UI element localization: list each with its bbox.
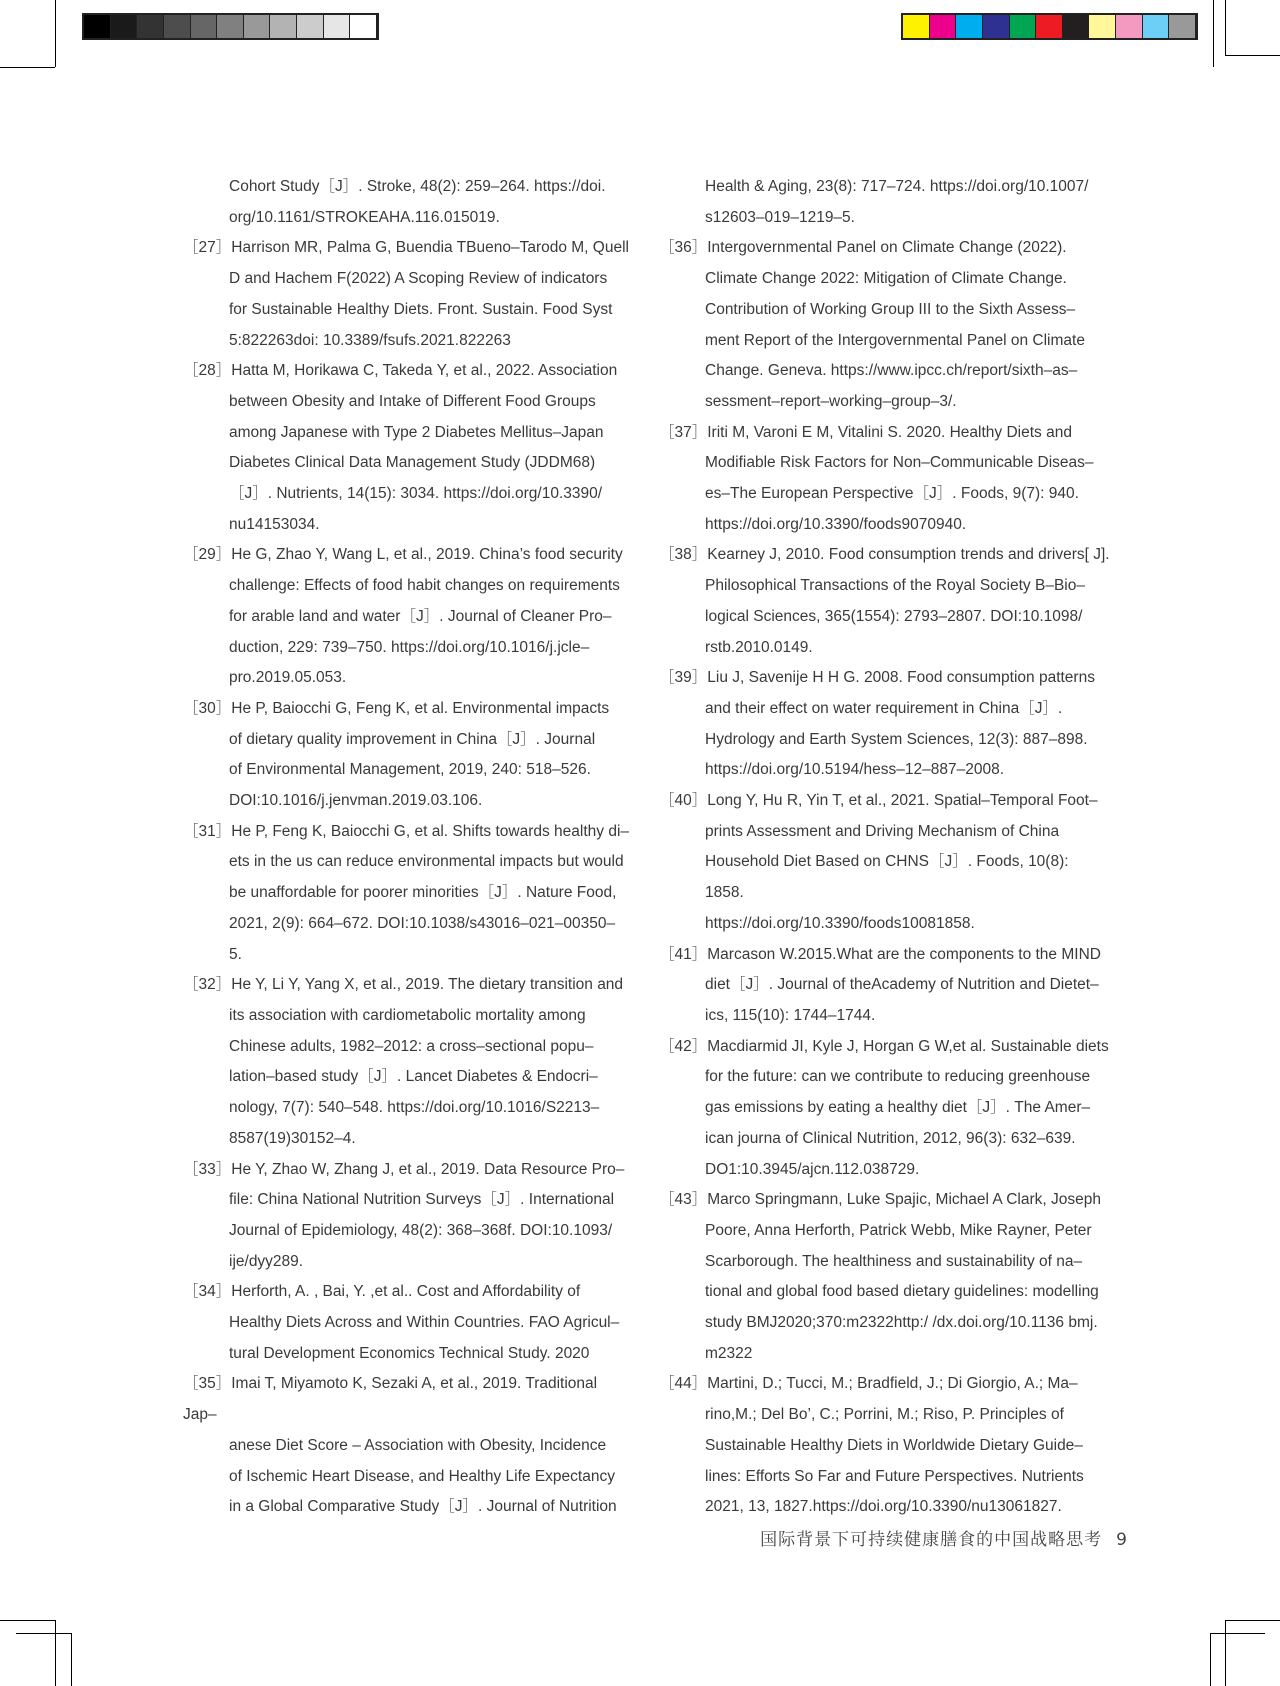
- reference-text: Imai T, Miyamoto K, Sezaki A, et al., 2019. Traditional Jap–: [183, 1375, 598, 1424]
- calibration-swatch: [1089, 15, 1116, 38]
- reference-text: challenge: Effects of food habit changes on requirements: [229, 577, 620, 595]
- calibration-swatch: [956, 15, 983, 38]
- reference-first-line: [659, 1369, 1110, 1400]
- reference-text: Marcason W.2015.What are the components to the MIND: [707, 945, 1101, 963]
- reference-text: nology, 7(7): 540–548. https://doi.org/10.1016/S2213–: [229, 1099, 600, 1117]
- reference-text: diet［J］. Journal of theAcademy of Nutrition and Dietet–: [705, 976, 1099, 994]
- reference-text: anese Diet Score – Association with Obesity, Incidence: [229, 1436, 607, 1454]
- reference-text: pro.2019.05.053.: [229, 669, 347, 687]
- reference-first-line: [183, 970, 634, 1001]
- reference-text: Philosophical Transactions of the Royal Society B–Bio–: [705, 577, 1085, 595]
- calibration-swatch: [270, 15, 297, 38]
- reference-entry: [183, 1155, 634, 1278]
- reference-number: ［37］: [659, 423, 708, 441]
- reference-text: Diabetes Clinical Data Management Study (JDDM68): [229, 454, 596, 472]
- reference-continuation-line: Cohort Study［J］. Stroke, 48(2): 259–264. https://doi.: [229, 178, 606, 195]
- reference-continuation-line: Health & Aging, 23(8): 717–724. https://doi.org/10.1007/: [705, 178, 1089, 195]
- reference-text: lation–based study［J］. Lancet Diabetes & Endocri–: [229, 1068, 598, 1086]
- reference-entry: [659, 940, 1110, 1032]
- reference-entry: [183, 817, 634, 971]
- reference-text: gas emissions by eating a healthy diet［J］. The Amer–: [705, 1099, 1091, 1117]
- calibration-swatch: [1169, 15, 1196, 38]
- reference-text: in a Global Comparative Study［J］. Journal of Nutrition: [229, 1498, 617, 1516]
- reference-text: 2021, 2(9): 664–672. DOI:10.1038/s43016–021–00350–: [229, 914, 616, 932]
- right-reference-column: [659, 172, 1110, 1523]
- reference-text: study BMJ2020;370:m2322http:/ /dx.doi.org/10.1136 bmj.: [705, 1314, 1098, 1332]
- reference-number: ［44］: [659, 1375, 708, 1393]
- reference-text: Long Y, Hu R, Yin T, et al., 2021. Spatial–Temporal Foot–: [707, 792, 1098, 810]
- reference-text: rstb.2010.0149.: [705, 638, 813, 656]
- reference-text: of Environmental Management, 2019, 240: 518–526.: [229, 761, 591, 779]
- reference-entry: [183, 694, 634, 817]
- reference-entry: [659, 418, 1110, 541]
- reference-first-line: [183, 1155, 634, 1186]
- reference-entry: [659, 540, 1110, 663]
- reference-text: rino,M.; Del Bo’, C.; Porrini, M.; Riso, P. Principles of: [705, 1406, 1064, 1424]
- reference-text: lines: Efforts So Far and Future Perspectives. Nutrients: [705, 1467, 1084, 1485]
- calibration-swatch: [137, 15, 164, 38]
- reference-text: ［J］. Nutrients, 14(15): 3034. https://doi.org/10.3390/: [229, 485, 603, 503]
- reference-text: ets in the us can reduce environmental impacts but would: [229, 853, 624, 871]
- calibration-swatch: [1143, 15, 1170, 38]
- reference-text: sessment–report–working–group–3/.: [705, 392, 957, 410]
- reference-first-line: [183, 817, 634, 848]
- reference-first-line: [659, 1185, 1110, 1216]
- reference-entry: [183, 540, 634, 694]
- reference-text: file: China National Nutrition Surveys［J］. International: [229, 1191, 615, 1209]
- reference-text: DO1:10.3945/ajcn.112.038729.: [705, 1160, 920, 1178]
- reference-text: Harrison MR, Palma G, Buendia TBueno–Tarodo M, Quell: [231, 239, 629, 257]
- calibration-swatch: [111, 15, 138, 38]
- reference-first-line: [183, 356, 634, 387]
- reference-number: ［28］: [183, 362, 232, 380]
- reference-text: es–The European Perspective［J］. Foods, 9(7): 940.: [705, 485, 1079, 503]
- reference-entry: [183, 233, 634, 356]
- left-reference-column: [183, 172, 634, 1523]
- reference-text: Climate Change 2022: Mitigation of Climate Change.: [705, 270, 1067, 288]
- reference-text: 5:822263doi: 10.3389/fsufs.2021.822263: [229, 331, 511, 349]
- reference-text: Marco Springmann, Luke Spajic, Michael A Clark, Joseph: [707, 1191, 1101, 1209]
- reference-text: ican journa of Clinical Nutrition, 2012, 96(3): 632–639.: [705, 1129, 1076, 1147]
- reference-text: ics, 115(10): 1744–1744.: [705, 1006, 876, 1024]
- reference-number: ［42］: [659, 1037, 708, 1055]
- reference-text: m2322: [705, 1344, 753, 1362]
- running-title: 国际背景下可持续健康膳食的中国战略思考: [760, 1530, 1103, 1550]
- reference-entry: [183, 1369, 634, 1523]
- reference-text: Iriti M, Varoni E M, Vitalini S. 2020. Healthy Diets and: [707, 423, 1072, 441]
- calibration-swatch: [191, 15, 218, 38]
- reference-first-line: [183, 694, 634, 725]
- reference-number: ［30］: [183, 699, 232, 717]
- reference-text: Poore, Anna Herforth, Patrick Webb, Mike Rayner, Peter: [705, 1221, 1092, 1239]
- page-number: 9: [1116, 1530, 1128, 1550]
- reference-first-line: [659, 786, 1110, 817]
- reference-text: Change. Geneva. https://www.ipcc.ch/report/sixth–as–: [705, 362, 1078, 380]
- calibration-swatch: [1116, 15, 1143, 38]
- reference-text: D and Hachem F(2022) A Scoping Review of indicators: [229, 270, 608, 288]
- calibration-swatch: [297, 15, 324, 38]
- reference-text: and their effect on water requirement in China［J］.: [705, 699, 1063, 717]
- reference-text: logical Sciences, 365(1554): 2793–2807. DOI:10.1098/: [705, 607, 1083, 625]
- calibration-swatch: [903, 15, 930, 38]
- calibration-swatch: [930, 15, 957, 38]
- reference-continuation-line: org/10.1161/STROKEAHA.116.015019.: [229, 208, 500, 226]
- reference-number: ［29］: [183, 546, 232, 564]
- reference-text: Journal of Epidemiology, 48(2): 368–368f. DOI:10.1093/: [229, 1221, 613, 1239]
- reference-number: ［41］: [659, 945, 708, 963]
- reference-number: ［40］: [659, 792, 708, 810]
- reference-text: Sustainable Healthy Diets in Worldwide Dietary Guide–: [705, 1436, 1083, 1454]
- reference-text: Liu J, Savenije H H G. 2008. Food consumption patterns: [707, 669, 1095, 687]
- calibration-swatch: [244, 15, 271, 38]
- reference-number: ［39］: [659, 669, 708, 687]
- reference-text: be unaffordable for poorer minorities［J］. Nature Food,: [229, 884, 617, 902]
- reference-first-line: [183, 233, 634, 264]
- reference-text: 2021, 13, 1827.https://doi.org/10.3390/nu13061827.: [705, 1498, 1062, 1516]
- reference-first-line: [183, 540, 634, 571]
- reference-text: prints Assessment and Driving Mechanism of China: [705, 822, 1060, 840]
- grayscale-calibration-bar: [82, 13, 379, 40]
- page-footer: [760, 1525, 1128, 1550]
- reference-text: for the future: can we contribute to reducing greenhouse: [705, 1068, 1091, 1086]
- reference-text: He P, Baiocchi G, Feng K, et al. Environmental impacts: [231, 699, 610, 717]
- reference-first-line: [183, 1369, 634, 1430]
- reference-number: ［43］: [659, 1191, 708, 1209]
- reference-first-line: [659, 1032, 1110, 1063]
- reference-text: Contribution of Working Group III to the Sixth Assess–: [705, 300, 1076, 318]
- reference-text: Household Diet Based on CHNS［J］. Foods, 10(8): 1858.: [705, 853, 1069, 902]
- reference-first-line: [183, 1277, 634, 1308]
- reference-number: ［32］: [183, 976, 232, 994]
- reference-first-line: [659, 418, 1110, 449]
- reference-number: ［34］: [183, 1283, 232, 1301]
- reference-text: for Sustainable Healthy Diets. Front. Sustain. Food Syst: [229, 300, 613, 318]
- reference-entry: [659, 786, 1110, 940]
- reference-text: Herforth, A. , Bai, Y. ,et al.. Cost and Affordability of: [231, 1283, 581, 1301]
- reference-text: nu14153034.: [229, 515, 320, 533]
- reference-text: duction, 229: 739–750. https://doi.org/10.1016/j.jcle–: [229, 638, 590, 656]
- calibration-swatch: [1010, 15, 1037, 38]
- reference-text: Hydrology and Earth System Sciences, 12(3): 887–898.: [705, 730, 1088, 748]
- reference-text: 5.: [229, 945, 242, 963]
- reference-continuation-line: s12603–019–1219–5.: [705, 208, 855, 226]
- calibration-swatch: [350, 15, 377, 38]
- reference-text: Kearney J, 2010. Food consumption trends and drivers[ J].: [707, 546, 1110, 564]
- reference-text: among Japanese with Type 2 Diabetes Mellitus–Japan: [229, 423, 604, 441]
- reference-text: Scarborough. The healthiness and sustainability of na–: [705, 1252, 1083, 1270]
- reference-text: of dietary quality improvement in China［J］. Journal: [229, 730, 596, 748]
- reference-entry: [183, 356, 634, 540]
- calibration-swatch: [1063, 15, 1090, 38]
- reference-entry: [659, 663, 1110, 786]
- reference-entry: [659, 1185, 1110, 1369]
- reference-entry: [659, 233, 1110, 417]
- reference-number: ［27］: [183, 239, 232, 257]
- reference-text: https://doi.org/10.5194/hess–12–887–2008.: [705, 761, 1005, 779]
- reference-text: its association with cardiometabolic mortality among: [229, 1006, 586, 1024]
- reference-entry: [659, 1369, 1110, 1523]
- reference-text: He G, Zhao Y, Wang L, et al., 2019. China’s food security: [231, 546, 623, 564]
- reference-first-line: [659, 663, 1110, 694]
- reference-text: Modifiable Risk Factors for Non–Communicable Diseas–: [705, 454, 1094, 472]
- calibration-swatch: [324, 15, 351, 38]
- reference-first-line: [659, 540, 1110, 571]
- reference-text: ije/dyy289.: [229, 1252, 304, 1270]
- reference-text: between Obesity and Intake of Different Food Groups: [229, 392, 596, 410]
- reference-first-line: [659, 940, 1110, 971]
- reference-text: Martini, D.; Tucci, M.; Bradfield, J.; Di Giorgio, A.; Ma–: [707, 1375, 1078, 1393]
- calibration-swatch: [164, 15, 191, 38]
- reference-entry: [183, 1277, 634, 1369]
- reference-entry: [183, 970, 634, 1154]
- reference-text: https://doi.org/10.3390/foods10081858.: [705, 914, 975, 932]
- reference-number: ［31］: [183, 822, 232, 840]
- reference-text: ment Report of the Intergovernmental Panel on Climate: [705, 331, 1085, 349]
- reference-text: Healthy Diets Across and Within Countries. FAO Agricul–: [229, 1314, 620, 1332]
- reference-number: ［35］: [183, 1375, 232, 1393]
- reference-text: 8587(19)30152–4.: [229, 1129, 356, 1147]
- reference-text: tional and global food based dietary guidelines: modelling: [705, 1283, 1099, 1301]
- reference-text: of Ischemic Heart Disease, and Healthy Life Expectancy: [229, 1467, 615, 1485]
- calibration-swatch: [84, 15, 111, 38]
- reference-text: for arable land and water［J］. Journal of Cleaner Pro–: [229, 607, 612, 625]
- reference-text: DOI:10.1016/j.jenvman.2019.03.106.: [229, 792, 483, 810]
- reference-text: He Y, Zhao W, Zhang J, et al., 2019. Data Resource Pro–: [231, 1160, 625, 1178]
- reference-text: tural Development Economics Technical Study. 2020: [229, 1344, 590, 1362]
- reference-text: Intergovernmental Panel on Climate Change (2022).: [707, 239, 1067, 257]
- reference-number: ［33］: [183, 1160, 232, 1178]
- reference-number: ［36］: [659, 239, 708, 257]
- reference-text: He P, Feng K, Baiocchi G, et al. Shifts towards healthy di–: [231, 822, 630, 840]
- reference-text: Chinese adults, 1982–2012: a cross–sectional popu–: [229, 1037, 594, 1055]
- reference-number: ［38］: [659, 546, 708, 564]
- reference-text: Macdiarmid JI, Kyle J, Horgan G W,et al. Sustainable diets: [707, 1037, 1109, 1055]
- reference-first-line: [659, 233, 1110, 264]
- reference-text: https://doi.org/10.3390/foods9070940.: [705, 515, 967, 533]
- calibration-swatch: [983, 15, 1010, 38]
- reference-entry: [659, 1032, 1110, 1186]
- reference-text: Hatta M, Horikawa C, Takeda Y, et al., 2022. Association: [231, 362, 618, 380]
- reference-text: He Y, Li Y, Yang X, et al., 2019. The dietary transition and: [231, 976, 624, 994]
- color-calibration-bar: [901, 13, 1198, 40]
- calibration-swatch: [217, 15, 244, 38]
- calibration-swatch: [1036, 15, 1063, 38]
